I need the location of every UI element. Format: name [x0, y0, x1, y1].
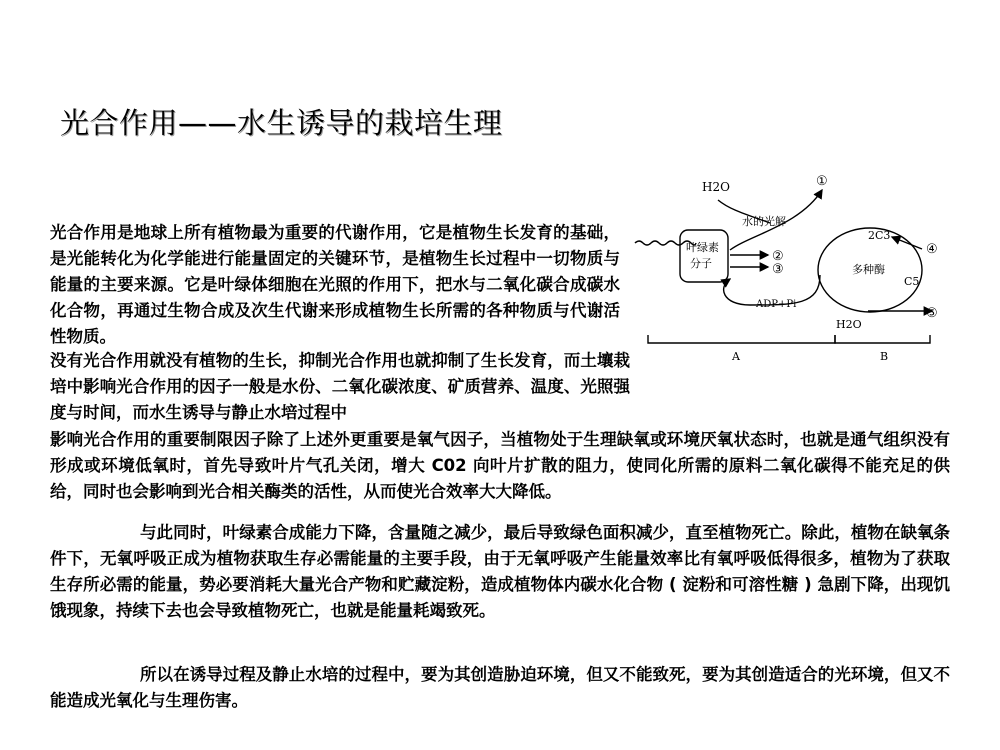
paragraph-oxygen-factor: 影响光合作用的重要制限因子除了上述外更重要是氧气因子，当植物处于生理缺氧或环境厌氧状态时，也就是通气组织没有形成或环境低氧时，首先导致叶片气孔关闭，增大 C02 向叶片扩散的阻力，使同化所需的原料二氧化碳得不能充足的供给，同时也会影响到光合相关酶类的活性，从而使光合效率大大降低。 — [50, 430, 950, 501]
chlorophyll-label-1: 叶绿素 — [686, 241, 719, 254]
enzymes-label: 多种酶 — [852, 263, 885, 276]
label-a: A — [732, 350, 740, 363]
paragraph-growth-factors: 没有光合作用就没有植物的生长，抑制光合作用也就抑制了生长发育，而土壤栽培中影响光合作用的因子一般是水份、二氧化碳浓度、矿质营养、温度、光照强度与时间，而水生诱导与静止水培过程中 — [50, 351, 630, 422]
arrow-from-4 — [892, 237, 922, 249]
photosynthesis-diagram — [630, 165, 960, 375]
bracket-a — [648, 335, 835, 343]
marker-3: ③ — [772, 262, 784, 277]
bracket-b — [835, 335, 930, 343]
paragraph-photosynthesis-intro: 光合作用是地球上所有植物最为重要的代谢作用，它是植物生长发育的基础，是光能转化为化学能进行能量固定的关键环节，是植物生长过程中一切物质与能量的主要来源。它是叶绿体细胞在光照的作用下，把水与二氧化碳合成碳水化合物，再通过生物合成及次生代谢来形成植物生长所需的各种物质与代谢活性物质。 — [50, 223, 620, 346]
two-c3-label: 2C3 — [868, 229, 891, 242]
chlorophyll-label-2: 分子 — [690, 257, 712, 270]
marker-1: ① — [816, 174, 828, 189]
marker-4: ④ — [926, 242, 938, 257]
paragraph-conclusion: 所以在诱导过程及静止水培的过程中，要为其创造胁迫环境，但又不能致死，要为其创造适合的光环境，但又不能造成光氧化与生理伤害。 — [50, 665, 950, 710]
marker-5: ⑤ — [926, 306, 938, 321]
marker-2: ② — [772, 249, 784, 264]
h2o-top-label: H2O — [702, 180, 730, 194]
label-b: B — [880, 350, 889, 363]
h2o-bottom-label: H2O — [836, 318, 862, 331]
water-photolysis-label: 水的光解 — [742, 215, 786, 228]
chlorophyll-box — [680, 230, 728, 282]
page-title: 光合作用——水生诱导的栽培生理 — [60, 106, 503, 140]
c5-label: C5 — [904, 275, 920, 288]
paragraph-chlorophyll-decline: 与此同时，叶绿素合成能力下降，含量随之减少，最后导致绿色面积减少，直至植物死亡。除此，植物在缺氧条件下，无氧呼吸正成为植物获取生存必需能量的主要手段，由于无氧呼吸产生能量效率比有氧呼吸低得很多，植物为了获取生存所必需的能量，势必要消耗大量光合产物和贮藏淀粉，造成植物体内碳水化合物 ( 淀粉和可溶性糖 ) 急剧下降，出现饥饿现象，持续下去也会导致植物死亡，也就是能量耗竭致死。 — [50, 523, 950, 620]
adp-pi-label: ADP+Pi — [756, 299, 797, 310]
